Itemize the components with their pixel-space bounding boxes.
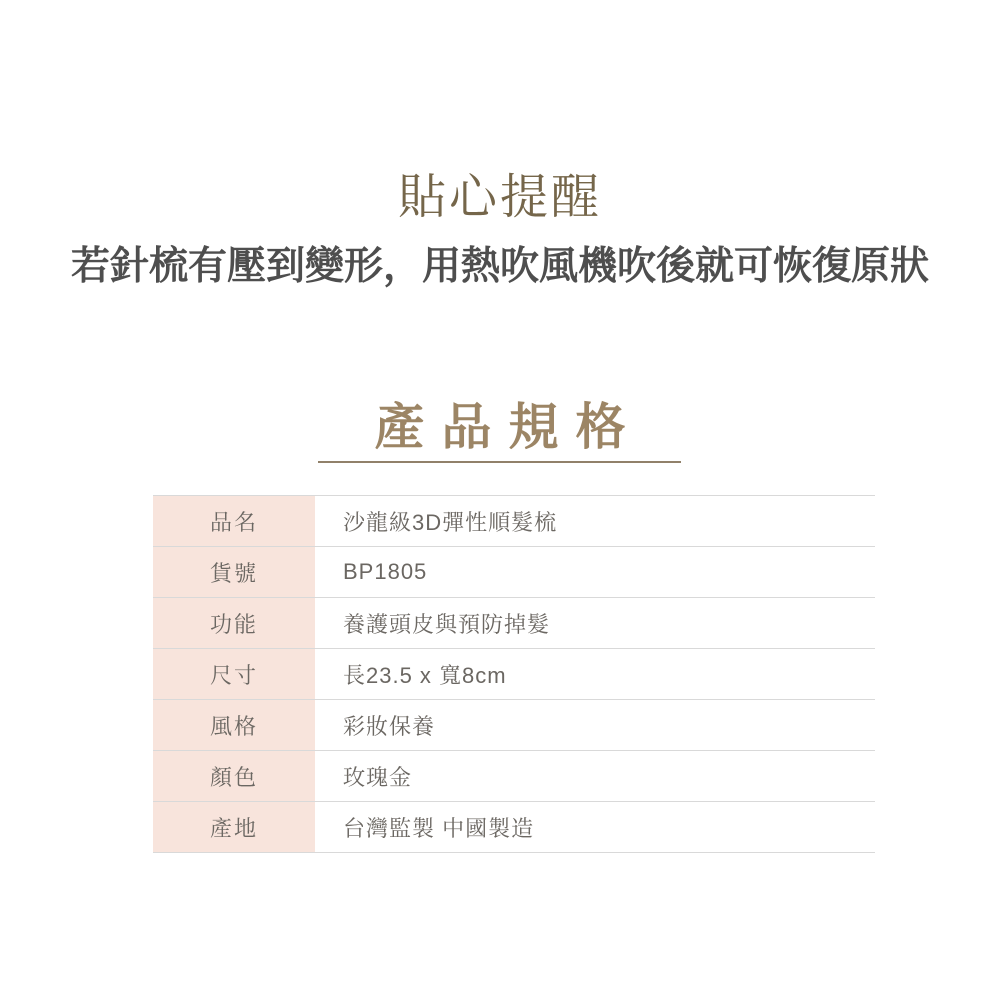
spec-table (153, 495, 875, 853)
spec-value: 彩妝保養 (343, 713, 436, 739)
spec-label: 風格 (153, 700, 315, 751)
spec-label: 品名 (153, 496, 315, 547)
spec-section-title: 產品規格 (374, 399, 643, 455)
spec-row (153, 700, 875, 751)
spec-value: 養護頭皮與預防掉髮 (343, 611, 551, 637)
spec-row (153, 598, 875, 649)
spec-row (153, 751, 875, 802)
spec-row (153, 802, 875, 853)
spec-value: 台灣監製 中國製造 (343, 815, 535, 841)
spec-label: 貨號 (153, 547, 315, 598)
spec-value: 長23.5 x 寬8cm (343, 662, 507, 688)
spec-title-underline (318, 461, 681, 463)
spec-label: 顏色 (153, 751, 315, 802)
spec-row (153, 496, 875, 547)
reminder-subtitle: 若針梳有壓到變形，用熱吹風機吹後就可恢復原狀 (70, 245, 929, 288)
spec-value: BP1805 (343, 559, 428, 584)
spec-label: 尺寸 (153, 649, 315, 700)
spec-value: 沙龍級3D彈性順髮梳 (343, 509, 558, 535)
reminder-title: 貼心提醒 (397, 171, 602, 224)
spec-value: 玫瑰金 (343, 764, 413, 790)
spec-row (153, 649, 875, 700)
spec-label: 功能 (153, 598, 315, 649)
spec-row (153, 547, 875, 598)
spec-label: 產地 (153, 802, 315, 853)
